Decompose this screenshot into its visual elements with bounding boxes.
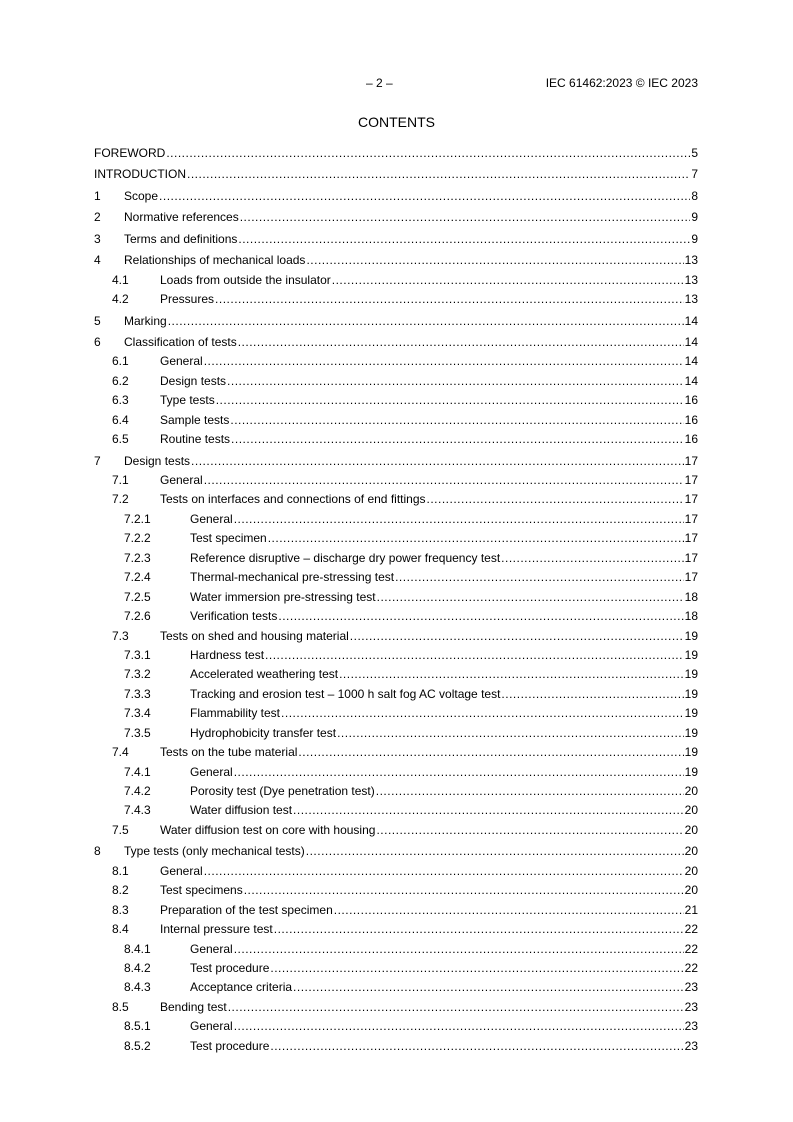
toc-entry-line	[190, 941, 698, 958]
toc-entry[interactable]	[94, 392, 698, 411]
toc-entry-number: 6.4	[112, 412, 129, 427]
toc-entry-number: 8.5.2	[124, 1038, 151, 1053]
toc-entry-line	[190, 725, 698, 742]
toc-entry[interactable]	[94, 921, 698, 940]
toc-entry-line	[124, 334, 698, 351]
toc-entry-page: 18	[684, 589, 698, 604]
contents-title: CONTENTS	[358, 114, 435, 130]
toc-entry-title: Preparation of the test specimen	[160, 902, 333, 917]
toc-leader-dots	[234, 511, 684, 528]
toc-entry-number: 4	[94, 253, 101, 268]
toc-entry-page: 20	[684, 883, 698, 898]
toc-entry[interactable]	[94, 291, 698, 310]
toc-entry[interactable]	[94, 530, 698, 549]
toc-entry-title: Design tests	[160, 373, 227, 388]
toc-leader-dots	[234, 1018, 684, 1035]
toc-entry-title: Verification tests	[190, 609, 278, 624]
toc-entry-title: Loads from outside the insulator	[160, 272, 331, 287]
toc-entry-line	[190, 589, 698, 606]
toc-entry[interactable]	[94, 272, 698, 291]
toc-leader-dots	[204, 353, 684, 370]
toc-entry-line	[190, 1038, 698, 1055]
toc-entry[interactable]	[94, 1018, 698, 1037]
toc-leader-dots	[395, 569, 684, 586]
toc-entry-page: 22	[684, 922, 698, 937]
toc-entry-number: 6.5	[112, 432, 129, 447]
toc-entry-line	[160, 431, 698, 448]
toc-entry-page: 19	[684, 686, 698, 701]
toc-entry-line	[124, 209, 698, 226]
toc-entry[interactable]	[94, 705, 698, 724]
toc-entry-line	[190, 686, 698, 703]
toc-entry-number: 8.4.2	[124, 960, 151, 975]
toc-entry-number: 3	[94, 231, 101, 246]
toc-leader-dots	[332, 272, 684, 289]
toc-entry-line	[160, 353, 698, 370]
toc-entry-number: 8.1	[112, 863, 129, 878]
toc-leader-dots	[238, 334, 684, 351]
toc-entry[interactable]	[94, 822, 698, 841]
toc-leader-dots	[376, 783, 684, 800]
toc-entry[interactable]	[94, 960, 698, 979]
toc-entry-number: 6	[94, 334, 101, 349]
toc-entry-line	[160, 902, 698, 919]
toc-entry-line	[160, 392, 698, 409]
toc-entry[interactable]	[94, 373, 698, 392]
toc-entry-title: INTRODUCTION	[94, 167, 186, 182]
toc-entry[interactable]	[94, 999, 698, 1018]
toc-entry-page: 16	[684, 432, 698, 447]
toc-entry-page: 19	[684, 628, 698, 643]
toc-leader-dots	[278, 608, 683, 625]
toc-entry-title: Acceptance criteria	[190, 980, 293, 995]
toc-entry-title: General	[160, 473, 203, 487]
toc-entry[interactable]	[94, 608, 698, 627]
toc-entry-number: 4.2	[112, 292, 129, 307]
toc-leader-dots	[204, 472, 684, 489]
toc-leader-dots	[501, 550, 683, 567]
toc-entry-line	[190, 530, 698, 547]
toc-entry-number: 7.3.4	[124, 706, 151, 721]
toc-entry[interactable]	[94, 882, 698, 901]
toc-entry-page: 9	[691, 231, 698, 246]
toc-entry[interactable]	[94, 491, 698, 510]
toc-entry[interactable]	[94, 783, 698, 802]
toc-entry-title: FOREWORD	[94, 146, 166, 160]
toc-entry-title: Water immersion pre-stressing test	[190, 589, 376, 604]
toc-entry-number: 7.4.2	[124, 784, 151, 798]
toc-leader-dots	[339, 666, 684, 683]
toc-entry-title: Reference disruptive – discharge dry power frequency test	[190, 550, 501, 565]
toc-entry-number: 7.4.3	[124, 803, 151, 818]
toc-entry-line	[160, 491, 698, 508]
toc-entry-page: 23	[684, 1019, 698, 1034]
toc-entry-number: 7.4	[112, 745, 129, 760]
toc-entry[interactable]	[94, 686, 698, 705]
toc-entry[interactable]	[94, 863, 698, 882]
toc-entry-line	[190, 979, 698, 996]
toc-entry-number: 8.2	[112, 883, 129, 898]
toc-entry-title: Type tests	[160, 393, 215, 408]
toc-entry-title: Bending test	[160, 999, 227, 1014]
toc-leader-dots	[293, 802, 684, 819]
toc-entry-line	[190, 960, 698, 977]
toc-entry[interactable]	[94, 941, 698, 960]
toc-entry-number: 7.2.1	[124, 511, 151, 526]
toc-entry-title: Tests on interfaces and connections of end fittings	[160, 492, 426, 507]
toc-entry-page: 20	[684, 822, 698, 837]
toc-entry-line	[160, 628, 698, 645]
toc-entry-line	[160, 863, 698, 880]
page-header	[0, 76, 793, 92]
toc-leader-dots	[230, 412, 683, 429]
toc-leader-dots	[238, 231, 690, 248]
toc-entry-number: 6.3	[112, 393, 129, 408]
toc-leader-dots	[228, 999, 684, 1016]
toc-entry-page: 5	[691, 146, 698, 160]
toc-entry-line	[160, 921, 698, 938]
toc-entry-page: 13	[684, 253, 698, 268]
toc-leader-dots	[501, 686, 683, 703]
toc-entry-line	[160, 822, 698, 839]
toc-entry-title: General	[160, 863, 203, 878]
toc-entry-page: 19	[684, 725, 698, 740]
toc-entry-title: Hardness test	[190, 647, 265, 662]
toc-entry-line	[160, 744, 698, 761]
standard-reference: IEC 61462:2023 © IEC 2023	[545, 76, 698, 90]
toc-entry-page: 19	[684, 764, 698, 779]
toc-entry-line	[190, 666, 698, 683]
toc-entry-line	[124, 188, 698, 205]
toc-leader-dots	[191, 453, 684, 470]
toc-leader-dots	[234, 941, 684, 958]
toc-entry-number: 7.2.2	[124, 531, 151, 546]
toc-leader-dots	[334, 902, 684, 919]
toc-leader-dots	[350, 628, 684, 645]
toc-leader-dots	[306, 843, 684, 860]
toc-entry-line	[94, 145, 698, 162]
toc-entry-title: Routine tests	[160, 432, 231, 447]
toc-entry-number: 4.1	[112, 272, 129, 287]
toc-entry[interactable]	[94, 647, 698, 666]
toc-entry-page: 14	[684, 354, 698, 369]
toc-leader-dots	[427, 491, 684, 508]
toc-leader-dots	[293, 979, 684, 996]
toc-entry-line	[160, 472, 698, 489]
toc-entry[interactable]	[94, 902, 698, 921]
toc-entry-title: Terms and definitions	[124, 231, 238, 246]
toc-entry-title: Normative references	[124, 210, 239, 225]
toc-entry-line	[94, 166, 698, 183]
toc-leader-dots	[204, 863, 684, 880]
toc-leader-dots	[216, 392, 684, 409]
toc-entry-title: General	[190, 764, 233, 779]
toc-entry-title: Tests on shed and housing material	[160, 628, 349, 643]
toc-entry[interactable]	[94, 313, 698, 332]
toc-entry-number: 6.1	[112, 354, 129, 369]
toc-entry[interactable]	[94, 589, 698, 608]
toc-entry-number: 8.4	[112, 922, 129, 937]
toc-entry-number: 7	[94, 453, 101, 468]
toc-entry-number: 7.3.5	[124, 725, 151, 740]
toc-entry-page: 20	[684, 844, 698, 859]
toc-leader-dots	[166, 145, 690, 162]
toc-entry-page: 14	[684, 334, 698, 349]
toc-entry[interactable]	[94, 334, 698, 353]
toc-leader-dots	[298, 744, 683, 761]
toc-entry-page: 13	[684, 292, 698, 307]
toc-entry-line	[160, 999, 698, 1016]
toc-entry-page: 9	[691, 210, 698, 225]
toc-entry-line	[190, 608, 698, 625]
toc-entry-title: Hydrophobicity transfer test	[190, 725, 337, 740]
toc-entry-number: 7.3	[112, 628, 129, 643]
toc-entry-title: Flammability test	[190, 706, 281, 721]
toc-entry-number: 8.4.3	[124, 980, 151, 995]
toc-entry-page: 13	[684, 272, 698, 287]
toc-entry[interactable]	[94, 412, 698, 431]
toc-leader-dots	[270, 960, 683, 977]
toc-entry-title: Classification of tests	[124, 334, 237, 349]
toc-entry-number: 7.3.3	[124, 686, 151, 701]
toc-entry-number: 7.5	[112, 822, 129, 837]
toc-entry-page: 8	[691, 188, 698, 203]
page-number: – 2 –	[366, 76, 393, 90]
toc-entry-line	[160, 291, 698, 308]
toc-entry-page: 17	[684, 453, 698, 468]
toc-entry[interactable]	[94, 231, 698, 250]
toc-entry-title: Pressures	[160, 292, 215, 307]
toc-entry-title: Test specimen	[190, 531, 267, 546]
toc-entry[interactable]	[94, 666, 698, 685]
toc-entry-number: 7.2	[112, 492, 129, 507]
toc-entry-page: 23	[684, 980, 698, 995]
toc-entry[interactable]	[94, 744, 698, 763]
toc-entry-line	[160, 373, 698, 390]
toc-entry-line	[190, 764, 698, 781]
toc-entry-title: Marking	[124, 313, 167, 328]
toc-entry-page: 17	[684, 531, 698, 546]
toc-entry-page: 17	[684, 570, 698, 585]
toc-entry-page: 17	[684, 473, 698, 487]
toc-entry-title: Internal pressure test	[160, 922, 273, 937]
toc-entry-number: 1	[94, 188, 101, 203]
toc-entry-line	[190, 550, 698, 567]
toc-entry-number: 7.4.1	[124, 764, 151, 779]
toc-entry-number: 8.5	[112, 999, 129, 1014]
toc-entry-line	[190, 705, 698, 722]
toc-entry-line	[190, 802, 698, 819]
toc-entry-line	[160, 412, 698, 429]
toc-entry-page: 18	[684, 609, 698, 624]
toc-entry-line	[160, 882, 698, 899]
toc-entry-title: Test procedure	[190, 1038, 270, 1053]
toc-entry-line	[190, 569, 698, 586]
toc-leader-dots	[159, 188, 690, 205]
toc-entry-line	[124, 453, 698, 470]
toc-entry-page: 19	[684, 745, 698, 760]
toc-entry[interactable]	[94, 725, 698, 744]
toc-entry-page: 20	[684, 784, 698, 798]
toc-entry-page: 14	[684, 373, 698, 388]
toc-entry-number: 7.3.2	[124, 667, 151, 682]
toc-entry[interactable]	[94, 431, 698, 450]
toc-entry[interactable]	[94, 628, 698, 647]
toc-leader-dots	[244, 882, 684, 899]
toc-entry-line	[124, 231, 698, 248]
toc-entry-title: General	[190, 1019, 233, 1034]
toc-entry-title: Water diffusion test	[190, 803, 293, 818]
toc-entry-title: Test specimens	[160, 883, 243, 898]
toc-leader-dots	[274, 921, 684, 938]
toc-entry-line	[124, 252, 698, 269]
toc-entry-title: Type tests (only mechanical tests)	[124, 844, 305, 859]
table-of-contents	[94, 145, 698, 1057]
toc-entry-title: Water diffusion test on core with housing	[160, 822, 376, 837]
toc-entry[interactable]	[94, 472, 698, 491]
toc-entry-title: Sample tests	[160, 412, 230, 427]
toc-entry-number: 8.3	[112, 902, 129, 917]
toc-entry-page: 19	[684, 667, 698, 682]
toc-entry-line	[190, 647, 698, 664]
toc-entry-line	[160, 272, 698, 289]
toc-entry[interactable]	[94, 802, 698, 821]
toc-entry-page: 20	[684, 803, 698, 818]
toc-entry[interactable]	[94, 188, 698, 207]
toc-entry-number: 2	[94, 210, 101, 225]
toc-entry-page: 22	[684, 941, 698, 956]
toc-entry-title: Tests on the tube material	[160, 745, 298, 760]
toc-entry-line	[190, 783, 698, 800]
toc-entry[interactable]	[94, 166, 698, 185]
toc-entry-page: 21	[684, 902, 698, 917]
toc-leader-dots	[231, 431, 684, 448]
toc-entry-title: Test procedure	[190, 960, 270, 975]
toc-entry-number: 5	[94, 313, 101, 328]
toc-entry-title: Accelerated weathering test	[190, 667, 339, 682]
toc-entry-page: 16	[684, 393, 698, 408]
toc-entry[interactable]	[94, 550, 698, 569]
toc-entry-title: Porosity test (Dye penetration test)	[190, 784, 375, 798]
toc-entry-title: Thermal-mechanical pre-stressing test	[190, 570, 395, 585]
toc-entry[interactable]	[94, 569, 698, 588]
toc-entry-page: 7	[691, 167, 698, 182]
toc-entry[interactable]	[94, 511, 698, 530]
toc-entry[interactable]	[94, 764, 698, 783]
toc-entry[interactable]	[94, 843, 698, 862]
toc-leader-dots	[265, 647, 684, 664]
toc-entry-page: 19	[684, 647, 698, 662]
toc-entry-number: 7.2.6	[124, 609, 151, 624]
toc-entry-line	[190, 511, 698, 528]
toc-entry[interactable]	[94, 145, 698, 164]
toc-entry-page: 20	[684, 863, 698, 878]
toc-entry-page: 19	[684, 706, 698, 721]
toc-leader-dots	[168, 313, 684, 330]
toc-entry-number: 6.2	[112, 373, 129, 388]
toc-leader-dots	[215, 291, 684, 308]
toc-leader-dots	[337, 725, 684, 742]
toc-entry-title: General	[190, 511, 233, 526]
toc-leader-dots	[227, 373, 684, 390]
toc-entry-page: 17	[684, 492, 698, 507]
toc-entry-title: Design tests	[124, 453, 191, 468]
toc-leader-dots	[268, 530, 684, 547]
toc-entry-page: 23	[684, 1038, 698, 1053]
toc-entry-page: 22	[684, 960, 698, 975]
toc-entry-title: General	[190, 941, 233, 956]
toc-entry-line	[124, 843, 698, 860]
toc-leader-dots	[377, 589, 684, 606]
toc-leader-dots	[306, 252, 683, 269]
toc-entry-number: 7.2.5	[124, 589, 151, 604]
toc-entry-title: Relationships of mechanical loads	[124, 253, 306, 268]
toc-entry-number: 8.4.1	[124, 941, 151, 956]
toc-entry-page: 23	[684, 999, 698, 1014]
toc-entry-number: 8.5.1	[124, 1019, 151, 1034]
toc-entry-number: 8	[94, 844, 101, 859]
toc-entry-page: 17	[684, 550, 698, 565]
toc-leader-dots	[240, 209, 691, 226]
toc-leader-dots	[376, 822, 683, 839]
toc-entry[interactable]	[94, 453, 698, 472]
toc-entry-line	[124, 313, 698, 330]
toc-leader-dots	[281, 705, 684, 722]
toc-entry-line	[190, 1018, 698, 1035]
toc-entry-number: 7.3.1	[124, 647, 151, 662]
toc-entry[interactable]	[94, 209, 698, 228]
toc-entry-number: 7.2.3	[124, 550, 151, 565]
toc-leader-dots	[187, 166, 690, 183]
toc-entry-page: 16	[684, 412, 698, 427]
toc-entry[interactable]	[94, 252, 698, 271]
toc-entry-title: General	[160, 354, 203, 369]
toc-entry-number: 7.1	[112, 473, 129, 487]
toc-entry-page: 14	[684, 313, 698, 328]
toc-entry-page: 17	[684, 511, 698, 526]
toc-entry[interactable]	[94, 1038, 698, 1057]
toc-entry-title: Tracking and erosion test – 1000 h salt fog AC voltage test	[190, 686, 501, 701]
toc-entry[interactable]	[94, 353, 698, 372]
toc-entry[interactable]	[94, 979, 698, 998]
toc-leader-dots	[234, 764, 684, 781]
toc-entry-title: Scope	[124, 188, 159, 203]
toc-entry-number: 7.2.4	[124, 570, 151, 585]
toc-leader-dots	[270, 1038, 683, 1055]
